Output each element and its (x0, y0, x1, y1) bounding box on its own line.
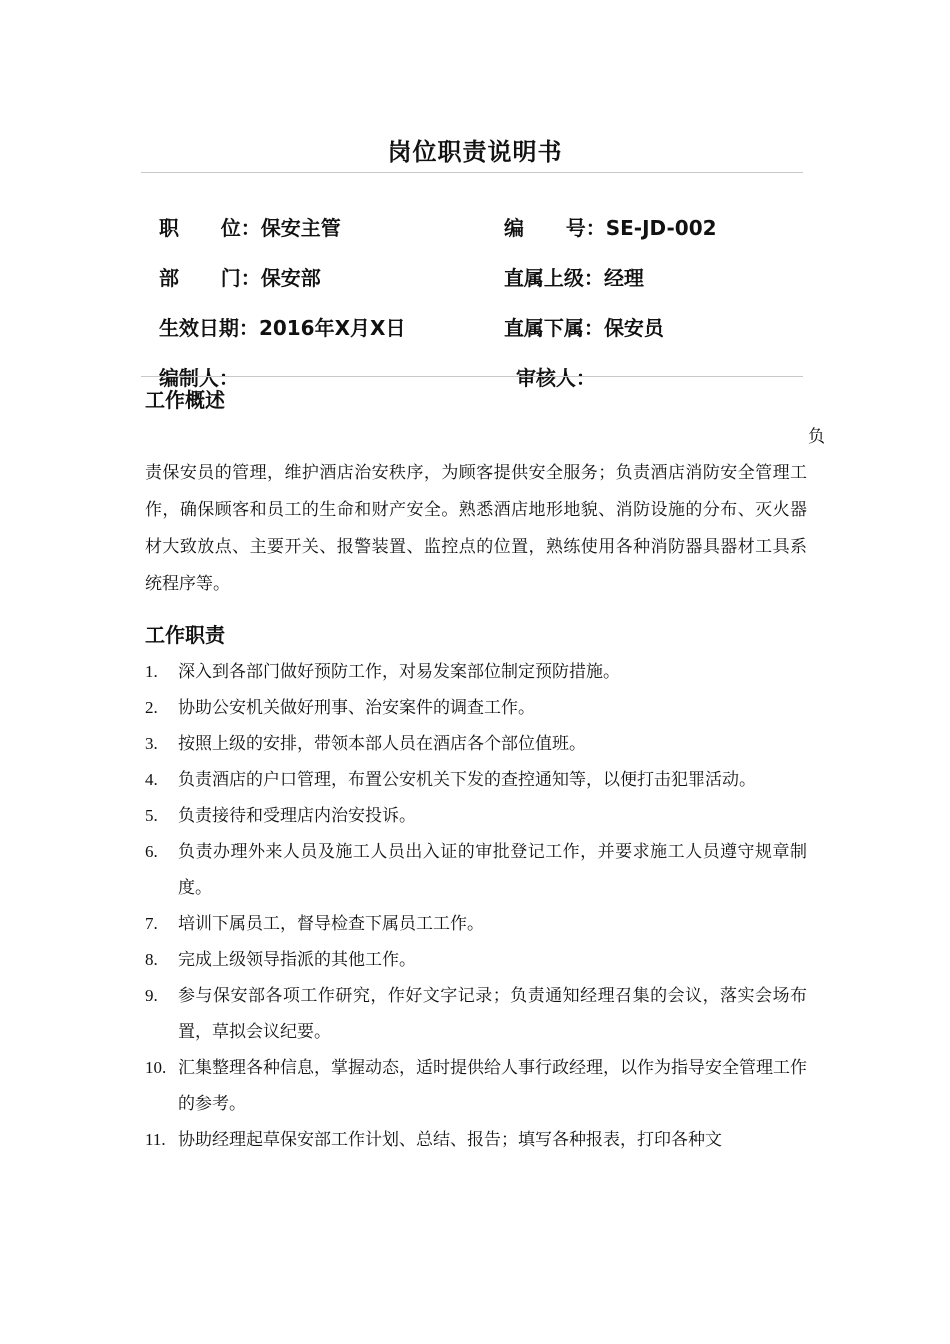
field-subordinate-value: 保安员 (603, 316, 664, 340)
list-item-number: 8. (145, 950, 158, 969)
list-item-text: 培训下属员工，督导检查下属员工工作。 (178, 914, 484, 934)
header-bottom-divider (141, 376, 803, 377)
field-superior-label: 直属上级： (503, 266, 604, 290)
list-item-text: 完成上级领导指派的其他工作。 (178, 950, 416, 970)
list-item-text: 负责接待和受理店内治安投诉。 (178, 806, 416, 826)
list-item-number: 3. (145, 734, 158, 753)
list-item (145, 798, 807, 834)
list-item-number: 7. (145, 914, 158, 933)
overview-heading: 工作概述 (145, 388, 225, 412)
field-code-label: 编 号： (503, 216, 606, 240)
field-author-label: 编制人： (158, 366, 239, 390)
list-item (145, 762, 807, 798)
field-author (145, 336, 239, 392)
list-item-text: 参与保安部各项工作研究，作好文字记录；负责通知经理召集的会议，落实会场布置，草拟会议纪要。 (178, 986, 807, 1042)
field-subordinate (490, 286, 664, 342)
field-effective-date-value: 2016年X月X日 (258, 316, 406, 340)
field-effective-date (145, 286, 405, 342)
list-item-number: 10. (145, 1058, 167, 1077)
field-position-value: 保安主管 (260, 216, 341, 240)
list-item (145, 906, 807, 942)
field-superior-value: 经理 (603, 266, 644, 290)
duties-heading: 工作职责 (145, 623, 225, 647)
list-item-number: 6. (145, 842, 158, 861)
list-item-text: 负责酒店的户口管理，布置公安机关下发的查控通知等，以便打击犯罪活动。 (178, 770, 756, 790)
field-position (145, 186, 341, 242)
list-item (145, 654, 807, 690)
top-divider (141, 172, 803, 173)
field-subordinate-label: 直属下属： (503, 316, 604, 340)
field-superior (490, 236, 644, 292)
overview-first-char: 负 (808, 427, 825, 447)
field-department (145, 236, 321, 292)
field-position-label: 职 位： (158, 216, 261, 240)
field-effective-date-label: 生效日期： (158, 316, 259, 340)
list-item-text: 负责办理外来人员及施工人员出入证的审批登记工作，并要求施工人员遵守规章制度。 (178, 842, 807, 898)
document-title: 岗位职责说明书 (387, 138, 563, 166)
list-item (145, 834, 807, 906)
list-item (145, 726, 807, 762)
field-reviewer (502, 336, 596, 392)
list-item (145, 1050, 807, 1122)
field-code (490, 186, 717, 242)
field-reviewer-label: 审核人： (515, 366, 596, 390)
list-item-text: 按照上级的安排，带领本部人员在酒店各个部位值班。 (178, 734, 586, 754)
list-item-number: 5. (145, 806, 158, 825)
list-item-number: 2. (145, 698, 158, 717)
list-item-number: 1. (145, 662, 158, 681)
overview-text: 责保安员的管理，维护酒店治安秩序，为顾客提供安全服务；负责酒店消防安全管理工作，确保顾客和员工的生命和财产安全。熟悉酒店地形地貌、消防设施的分布、灭火器材大致放点、主要开关、报警装置、监控点的位置，熟练使用各种消防器具器材工具系统程序等。 (145, 463, 807, 594)
list-item-number: 11. (145, 1130, 166, 1149)
list-item (145, 942, 807, 978)
list-item-text: 协助经理起草保安部工作计划、总结、报告；填写各种报表，打印各种文 (178, 1130, 722, 1150)
list-item-number: 4. (145, 770, 158, 789)
list-item (145, 1122, 807, 1158)
field-department-label: 部 门： (158, 266, 261, 290)
list-item-text: 深入到各部门做好预防工作，对易发案部位制定预防措施。 (178, 662, 620, 682)
field-department-value: 保安部 (260, 266, 321, 290)
duties-list (145, 654, 807, 1158)
list-item-text: 汇集整理各种信息，掌握动态，适时提供给人事行政经理，以作为指导安全管理工作的参考。 (178, 1058, 807, 1114)
list-item (145, 690, 807, 726)
list-item-text: 协助公安机关做好刑事、治安案件的调查工作。 (178, 698, 535, 718)
list-item (145, 978, 807, 1050)
field-code-value: SE-JD-002 (605, 216, 717, 240)
list-item-number: 9. (145, 986, 158, 1005)
